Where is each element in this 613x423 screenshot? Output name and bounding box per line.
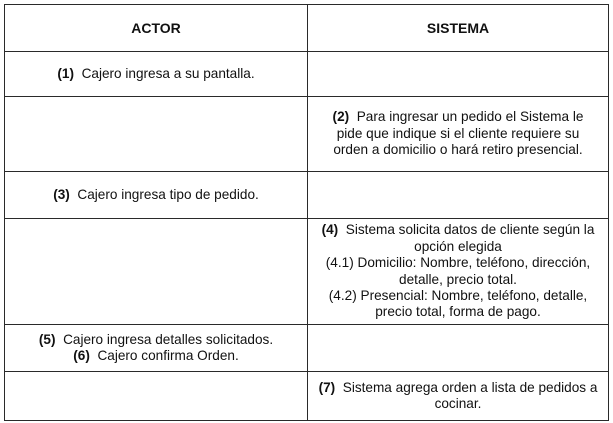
actor-cell [4, 324, 308, 372]
step-line [318, 109, 598, 158]
step-line [39, 348, 273, 364]
system-column-header: SISTEMA [307, 4, 609, 52]
actor-cell [4, 218, 308, 325]
system-cell [307, 171, 609, 219]
system-cell [307, 371, 609, 421]
step-text: Cajero confirma Orden. [97, 348, 239, 363]
step-number: (7) [318, 379, 336, 395]
step-text: Sistema solicita datos de cliente según la opción elegida [345, 222, 595, 254]
step-text: Para ingresar un pedido el Sistema le pide que indique si el cliente requiere su orden a domicilio o hará retiro presencial. [333, 109, 584, 158]
step-text: (4.2) Presencial: Nombre, teléfono, detalle, precio total, forma de pago. [328, 287, 588, 320]
step-number: (1) [57, 65, 74, 81]
step-line [57, 66, 254, 82]
step-text: Cajero ingresa tipo de pedido. [77, 186, 259, 202]
step-text: Cajero ingresa a su pantalla. [81, 65, 255, 81]
step-text: Sistema agrega orden a lista de pedidos a cocinar. [342, 379, 598, 411]
step-text: Cajero ingresa detalles solicitados. [63, 331, 274, 347]
step-number: (3) [53, 186, 70, 202]
step-text: (4.1) Domicilio: Nombre, teléfono, dirección, detalle, precio total. [325, 255, 591, 287]
actor-cell [4, 96, 308, 172]
step-line [39, 332, 273, 348]
step-number: (4) [321, 222, 339, 238]
step-number: (2) [332, 109, 350, 125]
actor-cell [4, 371, 308, 421]
system-cell [307, 96, 609, 172]
actor-column-header: ACTOR [4, 4, 308, 52]
system-cell [307, 324, 609, 372]
system-cell [307, 51, 609, 97]
step-number: (5) [38, 331, 56, 347]
actor-cell [4, 171, 308, 219]
step-line [318, 222, 598, 255]
use-case-table [4, 4, 609, 420]
step-line [318, 380, 598, 413]
step-number: (6) [73, 348, 90, 363]
system-cell [307, 218, 609, 325]
step-line [318, 255, 598, 288]
step-line [318, 288, 598, 321]
step-line [53, 187, 259, 203]
actor-cell [4, 51, 308, 97]
